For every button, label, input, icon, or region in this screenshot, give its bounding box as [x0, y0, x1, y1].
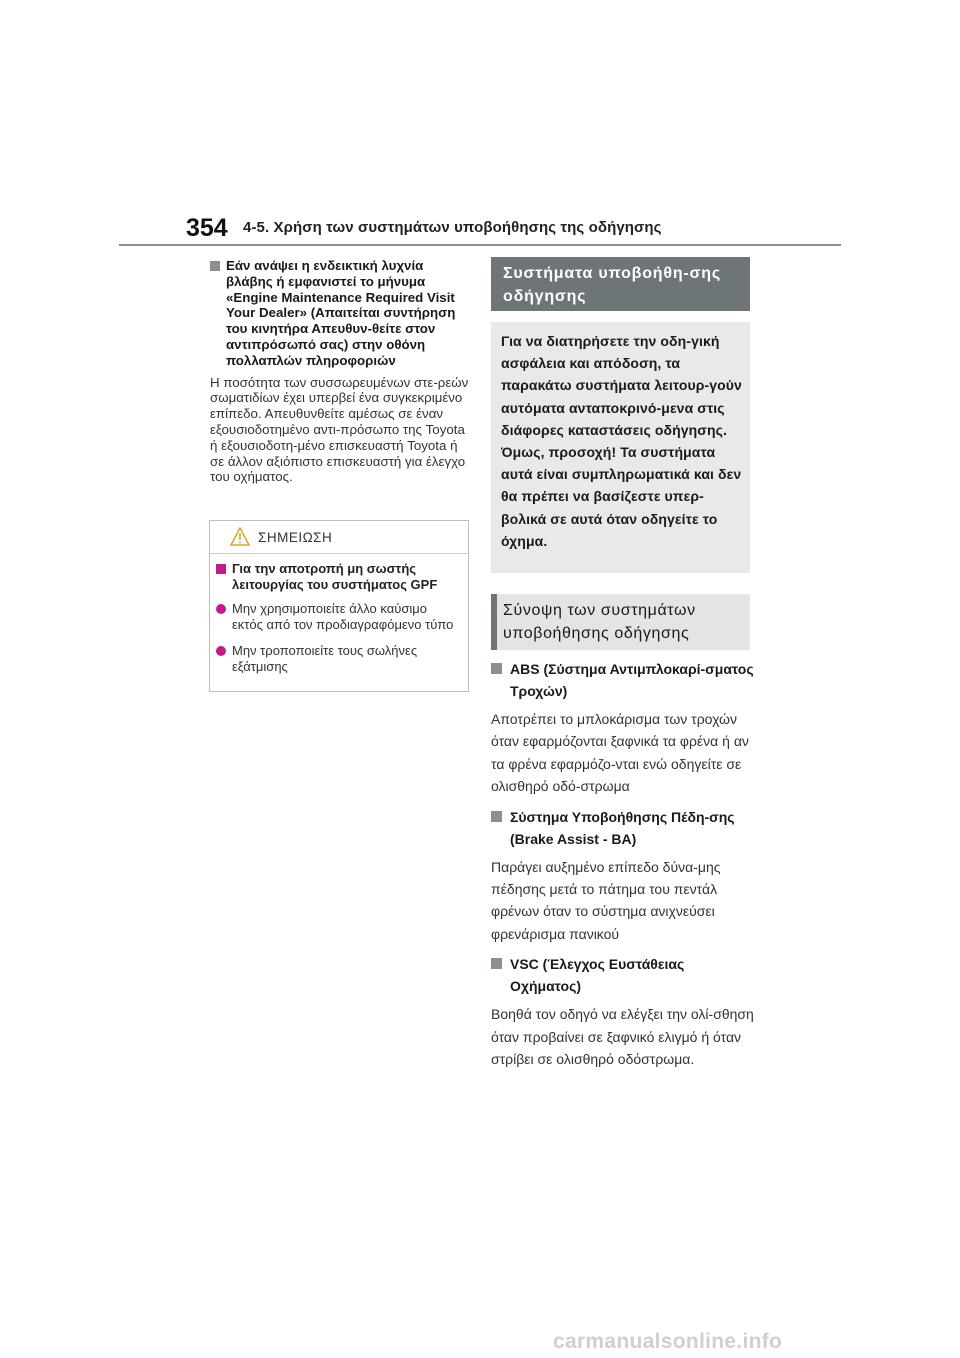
summary-banner-title: Σύνοψη των συστημάτων υποβοήθησης οδήγησης — [503, 602, 696, 642]
system-item-head — [491, 658, 756, 702]
system-item — [491, 806, 756, 946]
system-item — [491, 658, 756, 798]
left-heading: Εάν ανάψει η ενδεικτική λυχνία βλάβης ή εμφανιστεί το μήνυμα «Engine Maintenance Required Visit Your Dealer» (Απαιτείται συντήρηση του κινητήρα Απευθυν-θείτε στον αντιπρόσωπό σας) στην οθόνη πολλαπλών πληροφοριών — [226, 258, 456, 368]
intro-box — [491, 322, 750, 573]
note-item — [216, 643, 458, 674]
system-item-head — [491, 953, 756, 997]
square-bullet-icon — [210, 261, 220, 271]
note-item-text: Μην τροποποιείτε τους σωλήνες εξάτμισης — [232, 643, 418, 674]
section-title: 4-5. Χρήση των συστημάτων υποβοήθησης της οδήγησης — [243, 219, 662, 236]
note-label: ΣΗΜΕΙΩΣΗ — [258, 530, 333, 545]
page-number: 354 — [186, 214, 228, 242]
intro-text: Για να διατηρήσετε την οδη-γική ασφάλεια και απόδοση, τα παρακάτω συστήματα λειτουρ-γούν αυτόματα ανταποκρινό-μενα στις διάφορες καταστάσεις οδήγησης. Όμως, προσοχή! Τα συστήματα αυτά είναι συμπληρωματικά και δεν θα πρέπει να βασίζεστε υπερ-βολικά σε αυτά όταν οδηγείτε το όχημα. — [501, 333, 742, 549]
round-bullet-icon — [216, 646, 226, 656]
system-item — [491, 953, 756, 1070]
left-heading-row — [210, 258, 472, 369]
note-header — [210, 521, 468, 554]
warning-triangle-icon — [230, 527, 250, 546]
summary-banner — [491, 594, 750, 650]
system-item-title: VSC (Έλεγχος Ευστάθειας Οχήματος) — [510, 956, 685, 995]
section-banner-title: Συστήματα υποβοήθη-σης οδήγησης — [503, 265, 721, 305]
note-subheading-row — [216, 561, 458, 592]
note-box — [209, 520, 469, 692]
section-banner — [491, 257, 750, 311]
note-body — [210, 554, 468, 675]
system-list — [491, 658, 756, 1078]
square-bullet-icon — [491, 663, 502, 674]
summary-banner-accent — [491, 594, 497, 650]
left-paragraph: Η ποσότητα των συσσωρευμένων στε-ρεών σωματιδίων έχει υπερβεί ένα συγκεκριμένο επίπεδο. Απευθυνθείτε αμέσως σε έναν εξουσιοδοτημένο αντι-πρόσωπο της Toyota ή εξουσιοδοτη-μένο επισκευαστή Toyota ή σε άλλον αξιόπιστο επισκευαστή για έλεγχο του οχήματος. — [210, 374, 469, 485]
note-item-text: Μην χρησιμοποιείτε άλλο καύσιμο εκτός από τον προδιαγραφόμενο τύπο — [232, 601, 454, 632]
system-item-desc: Αποτρέπει το μπλοκάρισμα των τροχών όταν εφαρμόζονται ξαφνικά τα φρένα ή αν τα φρένα εφαρμόζο-νται ενώ οδηγείτε σε ολισθηρό οδό-στρωμα — [491, 711, 749, 795]
left-column — [210, 258, 472, 485]
system-item-head — [491, 806, 756, 850]
watermark: carmanualsonline.info — [553, 1330, 783, 1353]
system-item-desc: Παράγει αυξημένο επίπεδο δύνα-μης πέδησης μετά το πάτημα του πεντάλ φρένων όταν το σύστημα ανιχνεύσει φρενάρισμα πανικού — [491, 858, 721, 942]
note-item — [216, 601, 458, 632]
note-subheading: Για την αποτροπή μη σωστής λειτουργίας του συστήματος GPF — [232, 561, 438, 592]
system-item-title: Σύστημα Υποβοήθησης Πέδη-σης (Brake Assist - BA) — [510, 808, 735, 847]
header-rule — [119, 244, 841, 246]
round-bullet-icon — [216, 604, 226, 614]
square-bullet-icon — [491, 958, 502, 969]
square-bullet-icon — [216, 564, 226, 574]
system-item-title: ABS (Σύστημα Αντιμπλοκαρί-σματος Τροχών) — [510, 661, 754, 699]
square-bullet-icon — [491, 811, 502, 822]
system-item-desc: Βοηθά τον οδηγό να ελέγξει την ολί-σθηση όταν προβαίνει σε ξαφνικό ελιγμό ή όταν στρίβει σε ολισθηρό οδόστρωμα. — [491, 1006, 754, 1068]
